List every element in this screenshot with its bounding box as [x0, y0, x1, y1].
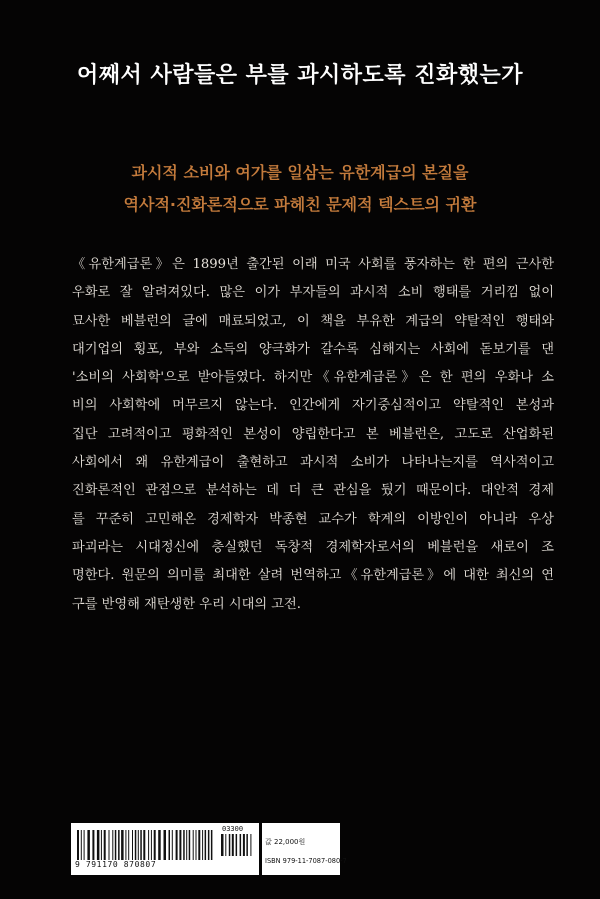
addon-barcode-bars: [221, 834, 255, 856]
body-line: 진화론적인 관점으로 분석하는 데 더 큰 관심을 뒀기 때문이다. 대안적 경제: [72, 483, 554, 499]
barcode-bar: [193, 830, 194, 860]
barcode-bar: [250, 834, 251, 856]
barcode-bar: [109, 830, 110, 860]
barcode-bar: [179, 830, 181, 860]
barcode-bar: [243, 834, 245, 856]
barcode-bar: [208, 830, 210, 860]
barcode-bar: [176, 830, 178, 860]
isbn-barcode: [71, 823, 259, 875]
barcode-bar: [221, 834, 224, 856]
body-line: 대기업의 횡포, 부와 소득의 양극화가 갈수록 심해지는 사회에 돋보기를 댄: [72, 341, 554, 357]
barcode-bar: [158, 830, 161, 860]
barcode-bar: [186, 830, 187, 860]
body-line: 파괴라는 시대정신에 충실했던 독창적 경제학자로서의 베블런을 새로이 조: [72, 539, 554, 555]
barcode-bar: [140, 830, 142, 860]
barcode-bar: [143, 830, 145, 860]
barcode-bar: [84, 830, 85, 860]
barcode-bar: [246, 834, 248, 856]
barcode-bar: [135, 830, 137, 860]
body-line: 《유한계급론》은 1899년 출간된 이래 미국 사회를 풍자하는 한 편의 근사한: [72, 257, 554, 272]
body-line: 집단 고려적이고 평화적인 본성이 양립한다고 본 베블런은, 고도로 산업화된: [72, 426, 554, 442]
barcode-bar: [189, 830, 191, 860]
barcode-bar: [77, 830, 79, 860]
barcode-bar: [87, 830, 90, 860]
barcode-bar: [148, 830, 149, 860]
isbn-label: ISBN 979-11-7087-080-7: [265, 857, 347, 865]
barcode-bar: [198, 830, 200, 860]
body-line: 우화로 잘 알려져있다. 많은 이가 부자들의 과시적 소비 행태를 거리낌 없이: [72, 285, 554, 301]
barcode-bar: [169, 830, 171, 860]
barcode-bar: [205, 830, 207, 860]
barcode-bar: [154, 830, 156, 860]
barcode-bar: [229, 834, 231, 856]
barcode-bar: [232, 834, 234, 856]
barcode-bar: [92, 830, 94, 860]
barcode-bar: [172, 830, 173, 860]
subheadline-line-1: 과시적 소비와 여가를 일삼는 유한계급의 본질을: [131, 163, 469, 182]
barcode-bar: [115, 830, 117, 860]
barcode-bar: [202, 830, 203, 860]
barcode-bar: [128, 830, 129, 860]
barcode-digits: 9 791170 870807: [75, 860, 157, 869]
barcode-bar: [225, 834, 226, 856]
barcode-bar: [101, 830, 102, 860]
body-line: 명한다. 원문의 의미를 최대한 살려 번역하고《유한계급론》에 대한 최신의 연: [72, 568, 554, 584]
barcode-bars: [77, 830, 217, 860]
body-line: 구를 반영해 재탄생한 우리 시대의 고전.: [72, 596, 301, 612]
barcode-bar: [132, 830, 133, 860]
body-line: 사회에서 왜 유한계급이 출현하고 과시적 소비가 나타나는지를 역사적이고: [72, 455, 554, 471]
barcode-bar: [104, 830, 106, 860]
barcode-bar: [112, 830, 113, 860]
barcode-bar: [138, 830, 139, 860]
body-line: 비의 사회학에 머무르지 않는다. 인간에게 자기중심적이고 약탈적인 본성과: [72, 398, 554, 414]
barcode-bar: [118, 830, 120, 860]
barcode-bar: [240, 834, 242, 856]
price-label: 값 22,000원: [265, 838, 306, 846]
addon-code: 03300: [222, 825, 244, 833]
barcode-bar: [151, 830, 152, 860]
barcode-bar: [121, 830, 124, 860]
barcode-bar: [164, 830, 167, 860]
body-text: [72, 251, 554, 619]
barcode-bar: [211, 830, 213, 860]
body-line: 묘사한 베블런의 글에 매료되었고, 이 책을 부유한 계급의 약탈적인 행태와: [72, 313, 554, 329]
barcode-bar: [97, 830, 100, 860]
barcode-bar: [183, 830, 185, 860]
barcode-bar: [125, 830, 126, 860]
barcode-bar: [81, 830, 82, 860]
barcode-bar: [236, 834, 238, 856]
price-info-box: [262, 823, 340, 875]
headline: 어째서 사람들은 부를 과시하도록 진화했는가: [77, 63, 523, 88]
body-line: 를 꾸준히 고민해온 경제학자 박종현 교수가 학계의 이방인이 아니라 우상: [72, 511, 554, 527]
barcode-bar: [196, 830, 197, 860]
subheadline-line-2: 역사적·진화론적으로 파헤친 문제적 텍스트의 귀환: [123, 195, 477, 214]
body-line: '소비의 사회학'으로 받아들였다. 하지만《유한계급론》은 한 편의 우화나 소: [72, 370, 554, 386]
